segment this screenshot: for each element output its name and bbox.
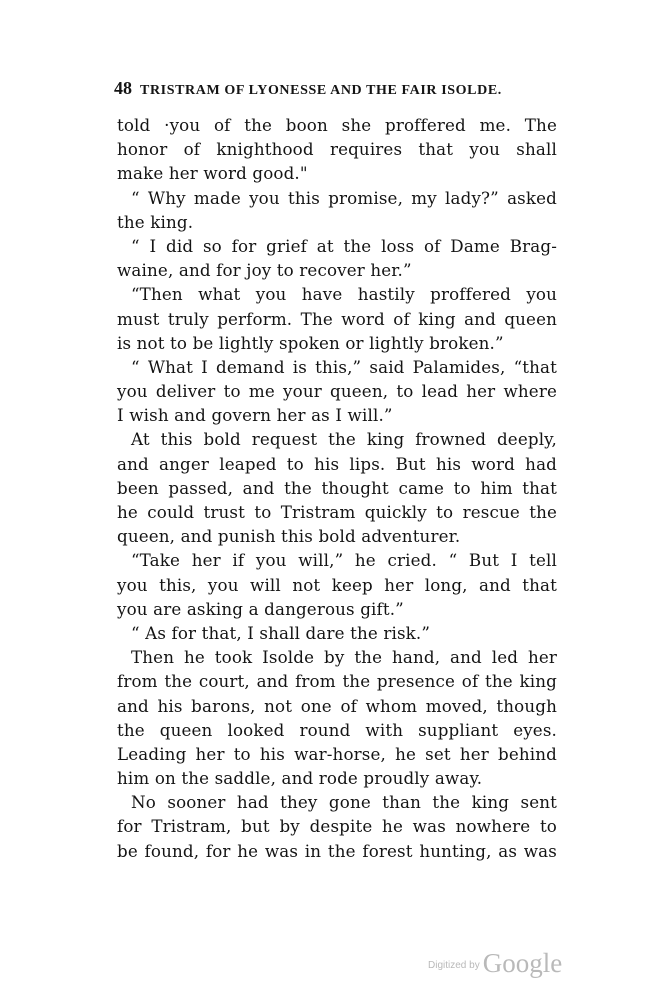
text-line: Leading her to his war-horse, he set her behind [117,743,557,764]
text-line: “ Why made you this promise, my lady?” asked [131,187,557,208]
text-line: “Take her if you will,” he cried. “ But I tell [131,550,557,571]
text-line: queen, and punish this bold adventurer. [117,526,461,547]
digitized-watermark [428,948,562,979]
text-line: make her word good." [117,163,308,184]
text-line: must truly perform. The word of king and queen [117,308,557,329]
text-line: and anger leaped to his lips. But his word had [117,453,557,474]
text-line: the queen looked round with suppliant eyes. [117,719,557,740]
text-line: you are asking a dangerous gift.” [117,598,404,619]
text-line: No sooner had they gone than the king sent [131,792,557,813]
text-line: you deliver to me your queen, to lead her where [117,381,557,402]
text-line: him on the saddle, and rode proudly away. [117,768,483,789]
page-number: 48 [114,78,132,98]
text-line: told ·you of the boon she proffered me. The [117,115,557,135]
running-head [114,78,554,99]
running-title: TRISTRAM OF LYONESSE AND THE FAIR ISOLDE. [140,83,502,98]
text-line: been passed, and the thought came to him that [117,477,557,498]
text-line: I wish and govern her as I will.” [117,405,393,426]
text-line: “ I did so for grief at the loss of Dame Brag- [131,235,557,256]
text-line: waine, and for joy to recover her.” [117,260,412,281]
text-line: “ What I demand is this,” said Palamides, “that [131,356,557,377]
text-line: you this, you will not keep her long, and that [117,574,557,595]
text-line: be found, for he was in the forest hunting, as was [117,840,557,861]
text-line: honor of knighthood requires that you shall [117,139,557,160]
google-logo: Google [482,948,563,978]
text-line: he could trust to Tristram quickly to rescue the [117,502,557,522]
text-line: At this bold request the king frowned deeply, [131,429,557,450]
text-line: is not to be lightly spoken or lightly broken.” [117,332,504,353]
text-line: “ As for that, I shall dare the risk.” [131,622,431,643]
text-line: and his barons, not one of whom moved, though [117,695,557,716]
body-text [117,113,557,863]
text-line: “Then what you have hastily proffered you [131,284,557,305]
text-line: from the court, and from the presence of the king [117,671,557,692]
watermark-prefix: Digitized by [428,960,480,971]
text-line: the king. [117,211,194,232]
text-line: Then he took Isolde by the hand, and led her [131,647,557,668]
text-line: for Tristram, but by despite he was nowhere to [117,816,557,837]
